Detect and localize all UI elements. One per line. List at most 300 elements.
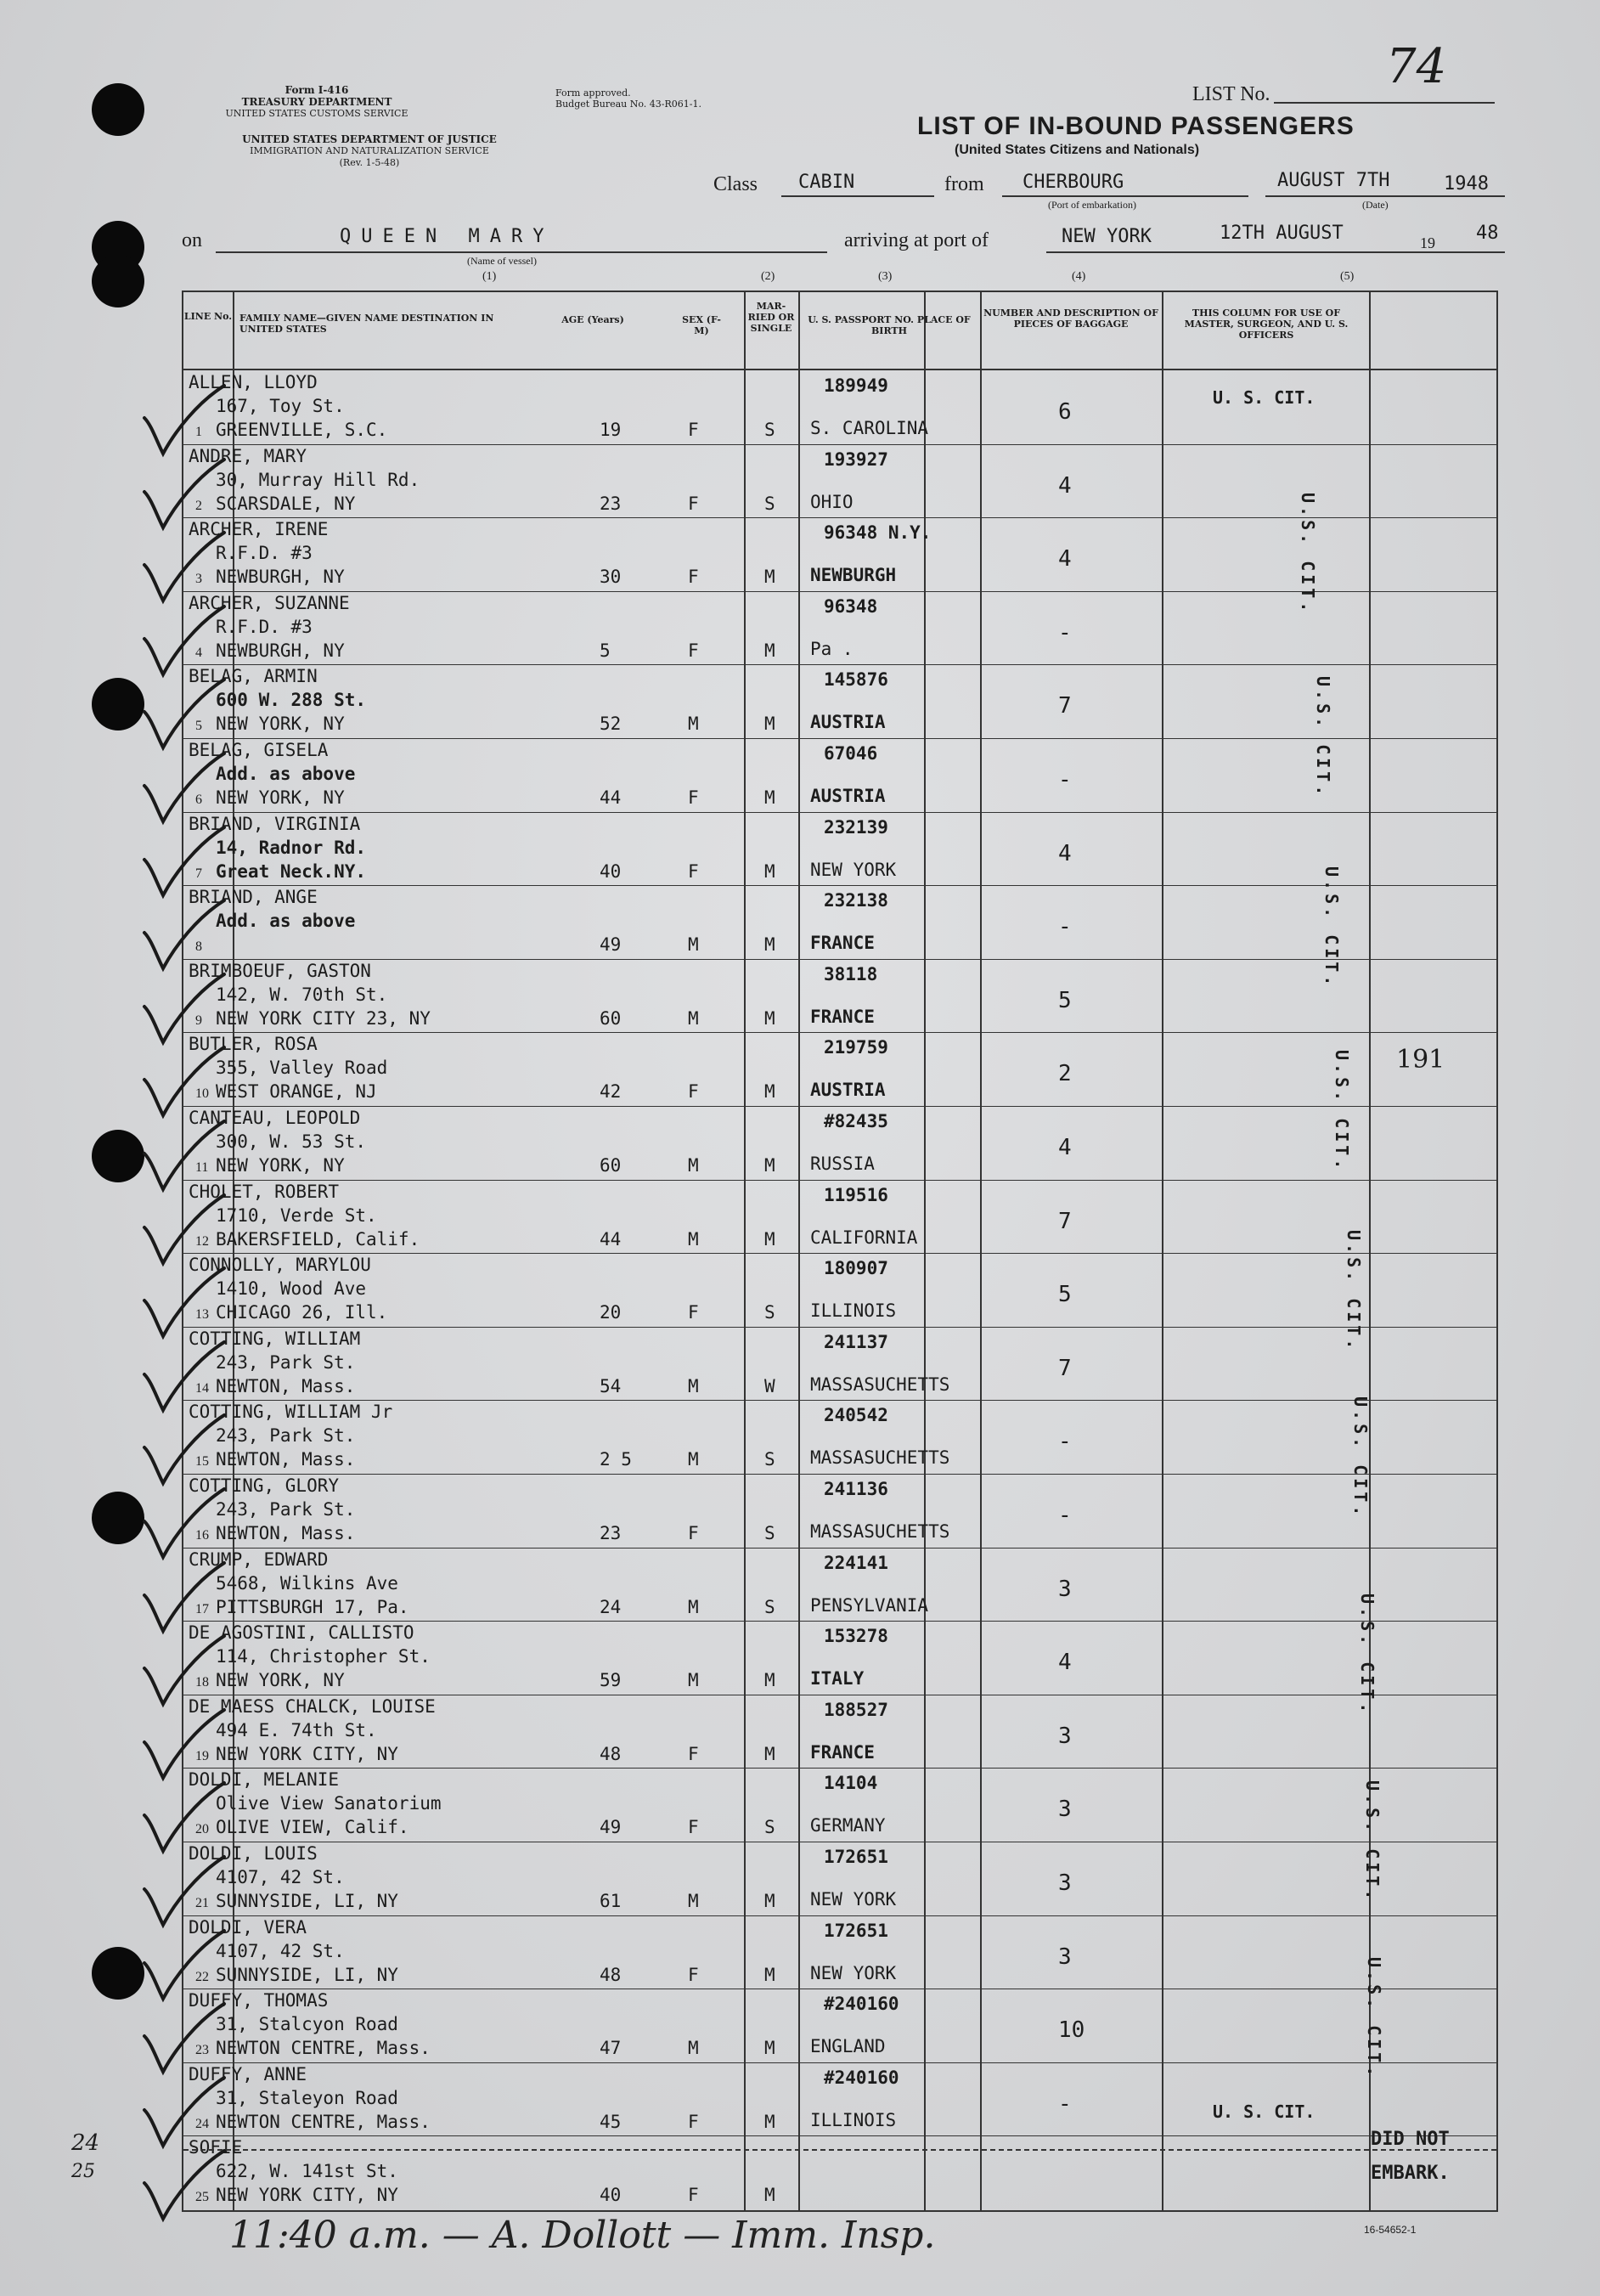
sex: F — [688, 860, 699, 882]
sex: F — [688, 640, 699, 661]
age: 42 — [600, 1081, 622, 1103]
vessel-note: (Name of vessel) — [467, 255, 537, 267]
marital-status: M — [764, 640, 775, 661]
line-number: 15 — [195, 1454, 209, 1470]
place-of-birth: FRANCE — [810, 933, 875, 954]
place-of-birth: MASSASUCHETTS — [810, 1447, 950, 1469]
arrival-date: 12TH AUGUST — [1220, 223, 1344, 244]
passport-number: 224141 — [824, 1552, 888, 1573]
passenger-name: BELAG, ARMIN — [189, 666, 318, 687]
age: 5 — [600, 640, 611, 661]
passenger-name: DE MAESS CHALCK, LOUISE — [189, 1695, 436, 1717]
passport-number: 240542 — [824, 1405, 888, 1426]
line-number: 23 — [195, 2043, 209, 2058]
document-title: LIST OF IN-BOUND PASSENGERS — [917, 112, 1355, 140]
age: 44 — [600, 787, 622, 808]
usc-stamp-vertical: U.S. CIT. — [1362, 1780, 1383, 1904]
address-city: NEWTON, Mass. — [216, 1375, 356, 1396]
usc-stamp-vertical: U.S. CIT. — [1364, 1957, 1384, 2080]
sex: F — [688, 1964, 699, 1985]
treasury-dept: TREASURY DEPARTMENT — [241, 96, 392, 108]
baggage-count: 4 — [1058, 840, 1072, 866]
address-street: 600 W. 288 St. — [216, 690, 367, 711]
passenger-name: DOLDI, LOUIS — [189, 1843, 318, 1864]
marital-status: M — [764, 860, 775, 882]
marital-status: M — [764, 1743, 775, 1764]
marital-status: S — [764, 1596, 775, 1617]
baggage-count: 7 — [1058, 693, 1072, 719]
table-row — [183, 1989, 1496, 2062]
age: 23 — [600, 493, 622, 514]
passport-number: 188527 — [824, 1699, 888, 1720]
ins-service: IMMIGRATION AND NATURALIZATION SERVICE — [250, 145, 489, 156]
table-row — [183, 664, 1496, 737]
address-street: 114, Christopher St. — [216, 1646, 431, 1667]
age: 49 — [600, 1817, 622, 1838]
address-street: 14, Radnor Rd. — [216, 837, 367, 858]
age: 23 — [600, 1523, 622, 1543]
address-city: NEWTON, Mass. — [216, 1449, 356, 1470]
passport-number: #240160 — [824, 1994, 899, 2015]
line-number: 5 — [195, 719, 202, 734]
passenger-name: DOLDI, MELANIE — [189, 1769, 340, 1791]
punch-hole — [92, 678, 144, 731]
sex: F — [688, 1302, 699, 1323]
strike-line — [183, 2149, 1496, 2151]
table-row — [183, 2062, 1496, 2135]
passport-number: 172651 — [824, 1920, 888, 1941]
budget-bureau: Budget Bureau No. 43-R061-1. — [555, 99, 702, 110]
table-row — [183, 1548, 1496, 1621]
marital-status: M — [764, 2111, 775, 2132]
passport-number: 241137 — [824, 1331, 888, 1352]
baggage-count: 6 — [1058, 399, 1072, 425]
passenger-name: DUFFY, THOMAS — [189, 1990, 329, 2011]
line-number: 18 — [195, 1675, 209, 1690]
address-city: NEW YORK, NY — [216, 1155, 345, 1176]
passport-number: 14104 — [824, 1773, 878, 1794]
place-of-birth: ITALY — [810, 1668, 865, 1690]
line-number: 2 — [195, 498, 202, 513]
table-row — [183, 1621, 1496, 1694]
address-street: 142, W. 70th St. — [216, 984, 388, 1005]
passenger-name: CHOLET, ROBERT — [189, 1181, 340, 1202]
marital-status: S — [764, 1449, 775, 1470]
address-city: NEW YORK, NY — [216, 787, 345, 808]
age: 2 5 — [600, 1449, 632, 1470]
form-footer-code: 16-54652-1 — [1364, 2224, 1417, 2236]
marital-status: M — [764, 787, 775, 808]
place-of-birth: NEW YORK — [810, 1889, 897, 1910]
sex: M — [688, 1375, 699, 1396]
address-street: Olive View Sanatorium — [216, 1793, 442, 1814]
punch-hole — [92, 255, 144, 307]
address-street: R.F.D. #3 — [216, 616, 313, 637]
sex: M — [688, 1891, 699, 1911]
address-street: 5468, Wilkins Ave — [216, 1572, 398, 1594]
form-revision: (Rev. 1-5-48) — [339, 157, 400, 168]
table-row — [183, 1327, 1496, 1400]
passenger-name: ARCHER, SUZANNE — [189, 592, 350, 613]
marital-status: S — [764, 420, 775, 440]
baggage-count: 5 — [1058, 987, 1072, 1013]
margin-note-top: 24 — [71, 2130, 100, 2156]
col-header-sex: SEX (F-M) — [682, 314, 721, 336]
punch-hole — [92, 1947, 144, 2000]
table-row — [183, 812, 1496, 885]
table-row — [183, 1842, 1496, 1915]
table-row — [183, 885, 1496, 958]
place-of-birth: CALIFORNIA — [810, 1227, 918, 1248]
baggage-count: 4 — [1058, 546, 1072, 573]
place-of-birth: NEW YORK — [810, 1962, 897, 1983]
marital-status: M — [764, 1007, 775, 1029]
marital-status: S — [764, 1523, 775, 1543]
address-city: Great Neck.NY. — [216, 860, 367, 882]
arrival-year-prefix: 19 — [1420, 234, 1435, 251]
passport-number: 219759 — [824, 1037, 888, 1058]
punch-hole — [92, 1492, 144, 1544]
sex: F — [688, 1817, 699, 1838]
place-of-birth: GERMANY — [810, 1815, 886, 1836]
address-street: 494 E. 74th St. — [216, 1719, 377, 1740]
baggage-count: 4 — [1058, 1135, 1072, 1160]
sex: M — [688, 934, 699, 956]
place-of-birth: RUSSIA — [810, 1154, 875, 1174]
passport-number: 232139 — [824, 816, 888, 838]
age: 40 — [600, 860, 622, 882]
address-street: 167, Toy St. — [216, 396, 345, 416]
col-header-age: AGE (Years) — [561, 314, 624, 325]
place-of-birth: MASSASUCHETTS — [810, 1521, 950, 1542]
line-number: 24 — [195, 2116, 209, 2131]
place-of-birth: ENGLAND — [810, 2036, 886, 2057]
place-of-birth: NEW YORK — [810, 859, 897, 880]
marital-status: M — [764, 2185, 775, 2206]
date-note: (Date) — [1362, 199, 1389, 211]
arrival-port: NEW YORK — [1062, 226, 1152, 247]
list-no-value: 74 — [1386, 39, 1447, 94]
address-street: 31, Staleyon Road — [216, 2087, 398, 2108]
address-street: 1410, Wood Ave — [216, 1278, 367, 1300]
col-num-5: (5) — [1340, 270, 1355, 283]
passport-number: 241136 — [824, 1479, 888, 1499]
passport-number: 38118 — [824, 963, 878, 984]
sex: F — [688, 787, 699, 808]
col-header-officers: THIS COLUMN FOR USE OF MASTER, SURGEON, AND U. S. OFFICERS — [1184, 307, 1349, 341]
line-number: 20 — [195, 1822, 209, 1837]
usc-stamp-vertical: U.S. CIT. — [1298, 493, 1318, 616]
usc-stamp-row24: U. S. CIT. — [1213, 2101, 1315, 2122]
embark-year: 1948 — [1444, 173, 1489, 195]
marital-status: M — [764, 714, 775, 735]
address-city: SUNNYSIDE, LI, NY — [216, 1891, 398, 1911]
passenger-name: DOLDI, VERA — [189, 1916, 307, 1938]
address-street: 243, Park St. — [216, 1351, 356, 1373]
class-value: CABIN — [798, 172, 855, 193]
table-row — [183, 1695, 1496, 1768]
passenger-name: BRIAND, VIRGINIA — [189, 813, 361, 834]
table-row — [183, 1768, 1496, 1841]
baggage-count: - — [1058, 619, 1072, 646]
marital-status: M — [764, 934, 775, 956]
baggage-count: 3 — [1058, 1943, 1072, 1970]
address-street: 300, W. 53 St. — [216, 1131, 367, 1152]
col-header-married: MAR-RIED OR SINGLE — [747, 301, 795, 334]
sex: F — [688, 493, 699, 514]
sex: M — [688, 1596, 699, 1617]
form-number: Form I-416 — [285, 84, 349, 96]
sex: M — [688, 1155, 699, 1176]
table-row — [183, 1474, 1496, 1547]
passport-number: 153278 — [824, 1626, 888, 1647]
usc-stamp-vertical: U.S. CIT. — [1332, 1050, 1352, 1173]
baggage-count: 2 — [1058, 1061, 1072, 1087]
baggage-count: 7 — [1058, 1208, 1072, 1234]
customs-service: UNITED STATES CUSTOMS SERVICE — [225, 108, 408, 119]
address-street: 31, Stalcyon Road — [216, 2014, 398, 2035]
passenger-name: ARCHER, IRENE — [189, 519, 329, 540]
passport-number: #240160 — [824, 2067, 899, 2088]
passport-number: 119516 — [824, 1184, 888, 1205]
address-city: WEST ORANGE, NJ — [216, 1081, 377, 1103]
age: 61 — [600, 1891, 622, 1911]
line-number: 16 — [195, 1528, 209, 1543]
line-number: 25 — [195, 2190, 209, 2205]
col-header-name: FAMILY NAME—GIVEN NAME DESTINATION IN UNITED STATES — [239, 313, 494, 335]
baggage-count: 3 — [1058, 1723, 1072, 1749]
usc-stamp-vertical: U.S. CIT. — [1321, 866, 1342, 990]
line-number: 11 — [195, 1160, 209, 1175]
col-header-baggage: NUMBER AND DESCRIPTION OF PIECES OF BAGGAGE — [983, 307, 1158, 330]
baggage-count: 3 — [1058, 1870, 1072, 1896]
table-row — [183, 2135, 1496, 2209]
line-number: 17 — [195, 1601, 209, 1616]
marital-status: M — [764, 1155, 775, 1176]
address-city: NEWBURGH, NY — [216, 640, 345, 661]
passenger-name: ALLEN, LLOYD — [189, 372, 318, 392]
baggage-count: - — [1058, 2090, 1072, 2117]
place-of-birth: FRANCE — [810, 1006, 875, 1027]
age: 24 — [600, 1596, 622, 1617]
col-header-passport: U. S. PASSPORT NO. PLACE OF BIRTH — [808, 314, 971, 336]
list-no-label: LIST No. — [1192, 83, 1270, 105]
age: 44 — [600, 1228, 622, 1250]
passport-number: 145876 — [824, 669, 888, 691]
sex: M — [688, 1007, 699, 1029]
passenger-name: DE AGOSTINI, CALLISTO — [189, 1622, 414, 1644]
place-of-birth: AUSTRIA — [810, 712, 886, 733]
passenger-name: CRUMP, EDWARD — [189, 1549, 329, 1570]
marital-status: M — [764, 1891, 775, 1911]
port-embark-note: (Port of embarkation) — [1048, 199, 1136, 211]
address-street: 1710, Verde St. — [216, 1204, 377, 1226]
usc-stamp-vertical: U.S. CIT. — [1357, 1594, 1377, 1717]
usc-stamp-vertical: U.S. CIT. — [1344, 1230, 1364, 1353]
sex: M — [688, 2038, 699, 2059]
on-label: on — [182, 229, 202, 251]
form-approved: Form approved. — [555, 87, 631, 99]
passenger-name: BRIAND, ANGE — [189, 887, 318, 908]
passenger-name: DUFFY, ANNE — [189, 2063, 307, 2084]
margin-note-bottom: 25 — [71, 2161, 95, 2182]
document-subtitle: (United States Citizens and Nationals) — [955, 143, 1200, 157]
sex: M — [688, 1670, 699, 1691]
passport-number: 193927 — [824, 448, 888, 470]
line-number: 9 — [195, 1013, 202, 1028]
address-city: CHICAGO 26, Ill. — [216, 1302, 388, 1323]
line-number: 6 — [195, 793, 202, 807]
address-street: 243, Park St. — [216, 1499, 356, 1520]
col-num-2: (2) — [761, 270, 775, 283]
line-number: 1 — [195, 425, 202, 439]
col-num-4: (4) — [1072, 270, 1086, 283]
justice-dept: UNITED STATES DEPARTMENT OF JUSTICE — [242, 133, 497, 145]
place-of-birth: PENSYLVANIA — [810, 1594, 929, 1616]
age: 48 — [600, 1964, 622, 1985]
line-number: 12 — [195, 1233, 209, 1249]
passenger-name: BUTLER, ROSA — [189, 1034, 318, 1055]
table-row — [183, 1253, 1496, 1326]
place-of-birth: ILLINOIS — [810, 1300, 897, 1322]
address-street: Add. as above — [216, 911, 356, 932]
baggage-count: 4 — [1058, 1650, 1072, 1676]
address-city: OLIVE VIEW, Calif. — [216, 1817, 409, 1838]
address-city: NEWTON CENTRE, Mass. — [216, 2111, 431, 2132]
class-label: Class — [713, 173, 758, 195]
age: 52 — [600, 714, 622, 735]
vessel-name: QUEEN MARY — [340, 226, 555, 247]
passport-number: 180907 — [824, 1258, 888, 1279]
table-row — [183, 1032, 1496, 1105]
address-city: SUNNYSIDE, LI, NY — [216, 1964, 398, 1985]
address-city: NEW YORK, NY — [216, 714, 345, 735]
passenger-name: CANTEAU, LEOPOLD — [189, 1108, 361, 1128]
from-label: from — [944, 173, 984, 195]
marital-status: W — [764, 1375, 775, 1396]
baggage-count: 5 — [1058, 1282, 1072, 1308]
age: 60 — [600, 1155, 622, 1176]
sex: M — [688, 714, 699, 735]
punch-hole — [92, 83, 144, 136]
address-city: NEW YORK CITY, NY — [216, 2185, 398, 2206]
line-number: 22 — [195, 1969, 209, 1984]
table-row — [183, 959, 1496, 1032]
marital-status: M — [764, 1670, 775, 1691]
line-number: 8 — [195, 939, 202, 955]
address-city: NEW YORK, NY — [216, 1670, 345, 1691]
address-street: R.F.D. #3 — [216, 543, 313, 564]
age: 30 — [600, 567, 622, 588]
embark-date: AUGUST 7TH — [1277, 170, 1390, 191]
sex: F — [688, 1743, 699, 1764]
place-of-birth: OHIO — [810, 491, 854, 512]
passport-number: 232138 — [824, 890, 888, 911]
line-number: 4 — [195, 645, 202, 660]
sex: F — [688, 1081, 699, 1103]
table-row — [183, 1106, 1496, 1179]
usc-stamp-row1: U. S. CIT. — [1213, 387, 1315, 408]
sex: F — [688, 420, 699, 440]
address-city: NEWTON CENTRE, Mass. — [216, 2038, 431, 2059]
passenger-name: ANDRE, MARY — [189, 445, 307, 466]
sex: F — [688, 2185, 699, 2206]
col-header-line: LINE No. — [183, 311, 233, 322]
address-city: GREENVILLE, S.C. — [216, 420, 388, 440]
col-num-1: (1) — [482, 270, 497, 283]
place-of-birth: ILLINOIS — [810, 2109, 897, 2130]
baggage-count: 10 — [1058, 2017, 1085, 2044]
address-city: PITTSBURGH 17, Pa. — [216, 1596, 409, 1617]
passport-number: 189949 — [824, 375, 888, 396]
address-city: SCARSDALE, NY — [216, 493, 356, 514]
address-street: 355, Valley Road — [216, 1058, 388, 1079]
address-street: 243, Park St. — [216, 1425, 356, 1447]
passport-number: 172651 — [824, 1847, 888, 1867]
embark-label: EMBARK. — [1371, 2163, 1450, 2184]
passenger-name: BRIMBOEUF, GASTON — [189, 960, 371, 981]
did-not-label: DID NOT — [1371, 2129, 1450, 2150]
age: 49 — [600, 934, 622, 956]
marital-status: M — [764, 1964, 775, 1985]
sex: M — [688, 1228, 699, 1250]
address-city: BAKERSFIELD, Calif. — [216, 1228, 420, 1250]
marital-status: S — [764, 1302, 775, 1323]
marital-status: M — [764, 567, 775, 588]
passenger-name: BELAG, GISELA — [189, 740, 329, 760]
col-num-3: (3) — [878, 270, 893, 283]
table-row — [183, 738, 1496, 811]
marital-status: S — [764, 1817, 775, 1838]
line-number: 3 — [195, 572, 202, 587]
place-of-birth: Pa . — [810, 638, 854, 659]
baggage-count: 7 — [1058, 1355, 1072, 1381]
address-street: 622, W. 141st St. — [216, 2161, 398, 2182]
punch-hole — [92, 1130, 144, 1182]
age: 20 — [600, 1302, 622, 1323]
table-row — [183, 1400, 1496, 1473]
address-street: Add. as above — [216, 764, 356, 784]
port-of-embarkation: CHERBOURG — [1023, 172, 1124, 193]
passenger-name: COTTING, GLORY — [189, 1475, 340, 1496]
line-number: 10 — [195, 1086, 209, 1102]
marital-status: M — [764, 1228, 775, 1250]
address-street: 4107, 42 St. — [216, 1940, 345, 1961]
baggage-count: 3 — [1058, 1797, 1072, 1823]
baggage-count: 3 — [1058, 1576, 1072, 1602]
passenger-name: COTTING, WILLIAM — [189, 1328, 361, 1349]
age: 59 — [600, 1670, 622, 1691]
handwritten-number-191: 191 — [1396, 1045, 1445, 1075]
address-city: NEW YORK CITY, NY — [216, 1743, 398, 1764]
passport-number: #82435 — [824, 1111, 888, 1131]
marital-status: S — [764, 493, 775, 514]
inspector-signature: 11:40 a.m. — A. Dollott — Imm. Insp. — [229, 2214, 936, 2257]
address-street: 30, Murray Hill Rd. — [216, 469, 420, 490]
baggage-count: - — [1058, 1503, 1072, 1528]
age: 19 — [600, 420, 622, 440]
sex: F — [688, 2111, 699, 2132]
age: 60 — [600, 1007, 622, 1029]
line-number: 7 — [195, 866, 202, 881]
place-of-birth: NEWBURGH — [810, 565, 897, 586]
sex: M — [688, 1449, 699, 1470]
check-mark-icon — [138, 2146, 231, 2231]
address-city: NEWTON, Mass. — [216, 1523, 356, 1543]
sex: F — [688, 567, 699, 588]
passenger-name: COTTING, WILLIAM Jr — [189, 1402, 393, 1423]
passenger-name: CONNOLLY, MARYLOU — [189, 1255, 371, 1276]
